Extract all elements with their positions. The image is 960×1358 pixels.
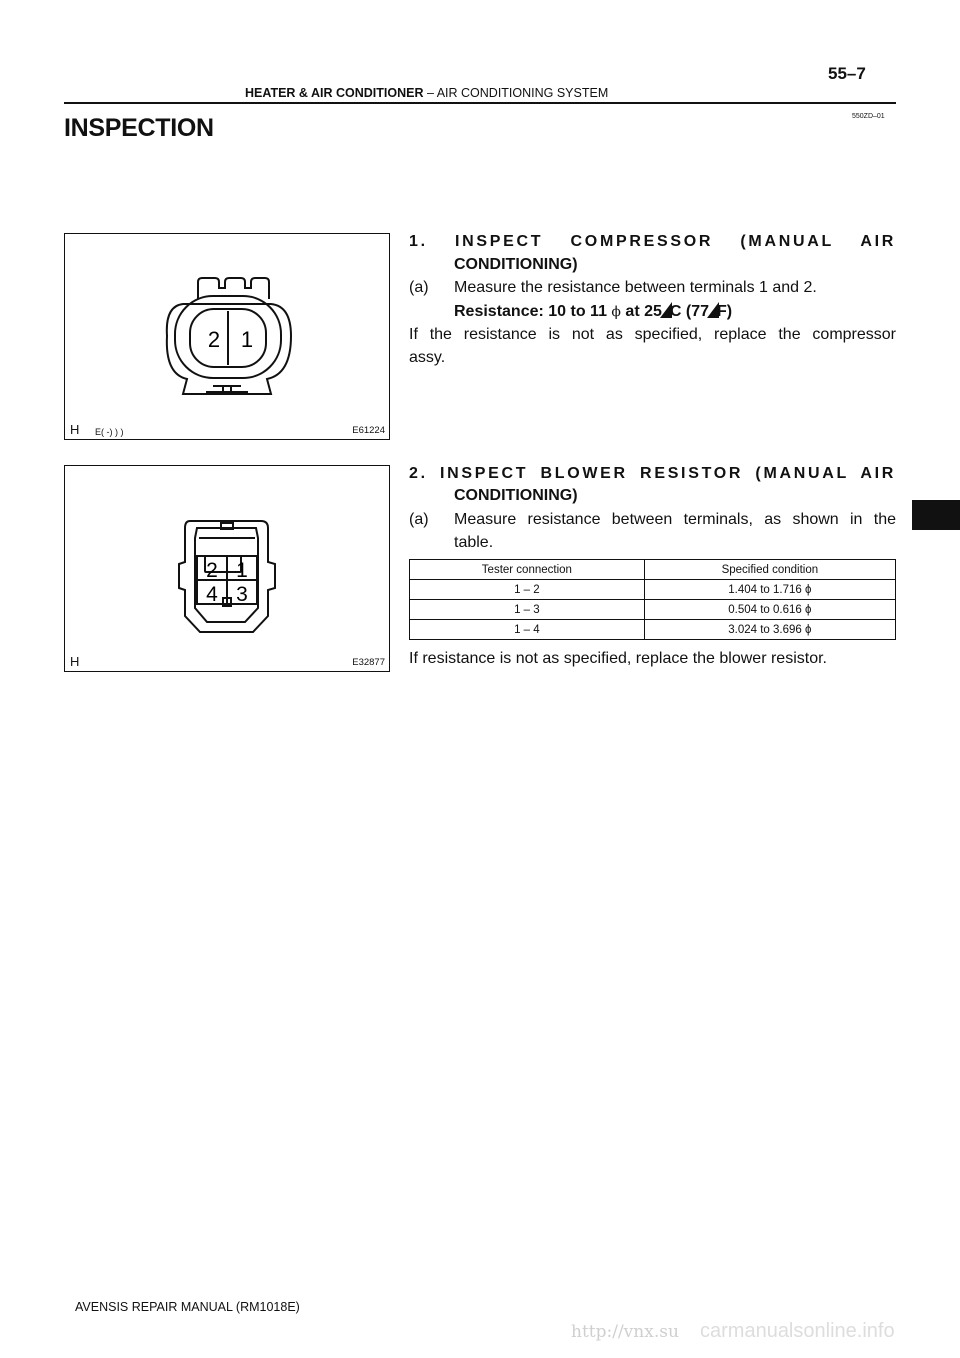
terminal-1-label: 1	[236, 559, 248, 582]
step-2-sub-label: (a)	[409, 511, 429, 528]
header-rule	[64, 102, 896, 104]
section-header	[245, 86, 608, 100]
step-2-note: If resistance is not as specified, replace the blower resistor.	[409, 650, 827, 667]
table-header-row	[410, 560, 896, 580]
section-separator: –	[423, 86, 437, 100]
section-subtitle: AIR CONDITIONING SYSTEM	[436, 86, 609, 100]
section-title: HEATER & AIR CONDITIONER	[245, 86, 424, 100]
step-2-sub-text-line1	[454, 511, 896, 529]
table-row	[410, 580, 896, 600]
figure-mark: H	[70, 654, 80, 669]
page-number: 55–7	[828, 64, 866, 83]
step-1-sub-label: (a)	[409, 279, 429, 296]
specified-condition-cell: 0.504 to 0.616 ϕ	[644, 600, 895, 620]
figure-code: E61224	[352, 425, 385, 436]
resistance-spec-table	[409, 559, 896, 640]
blower-resistor-connector-drawing	[65, 466, 391, 673]
step-1-spec	[454, 302, 732, 321]
figure-blower-resistor-connector	[64, 465, 390, 672]
compressor-connector-drawing	[65, 234, 391, 441]
specified-condition-cell: 1.404 to 1.716 ϕ	[644, 580, 895, 600]
manual-footer: AVENSIS REPAIR MANUAL (RM1018E)	[75, 1300, 300, 1314]
column-header-specified-condition: Specified condition	[644, 560, 895, 580]
table-row	[410, 600, 896, 620]
terminal-2-label: 2	[207, 327, 221, 352]
terminal-4-label: 4	[206, 583, 218, 606]
terminal-2-label: 2	[206, 559, 218, 582]
figure-submark: E( -) ) )	[95, 427, 124, 437]
specified-condition-cell: 3.024 to 3.696 ϕ	[644, 620, 895, 640]
tester-connection-cell: 1 – 3	[410, 600, 645, 620]
spec-part-b: at 25	[620, 303, 662, 320]
step-1-note-line2: assy.	[409, 349, 446, 366]
step-1-note-line1	[409, 326, 896, 344]
figure-code: E32877	[352, 657, 385, 668]
tester-connection-cell: 1 – 4	[410, 620, 645, 640]
table-row	[410, 620, 896, 640]
spec-part-a: Resistance: 10 to 11	[454, 303, 612, 320]
step-1-note-text: If the resistance is not as specified, replace the compressor	[409, 326, 896, 343]
spec-part-c: C (77	[669, 303, 710, 320]
page-title: INSPECTION	[64, 114, 214, 142]
step-1-heading-line1: 1. INSPECT COMPRESSOR (MANUAL AIR	[409, 233, 896, 250]
step-2-heading	[409, 465, 896, 483]
spec-part-d: F)	[717, 303, 733, 320]
section-tab-marker	[912, 500, 960, 530]
ohm-symbol: ϕ	[611, 304, 621, 320]
watermark-link[interactable]: http://vnx.su	[571, 1322, 679, 1342]
terminal-1-label: 1	[240, 327, 254, 352]
step-1-sub-text: Measure the resistance between terminals 1 and 2.	[454, 279, 817, 296]
document-id: 550ZD–01	[852, 113, 885, 120]
step-2-heading-line1: 2. INSPECT BLOWER RESISTOR (MANUAL AIR	[409, 465, 896, 482]
step-2-heading-line2: CONDITIONING)	[454, 487, 578, 504]
step-1-heading-line2: CONDITIONING)	[454, 256, 578, 273]
step-2-sub-text-line2: table.	[454, 534, 494, 551]
figure-compressor-connector	[64, 233, 390, 440]
tester-connection-cell: 1 – 2	[410, 580, 645, 600]
figure-mark: H	[70, 422, 80, 437]
step-1-heading	[409, 233, 896, 251]
watermark-site: carmanualsonline.info	[700, 1320, 895, 1342]
terminal-3-label: 3	[236, 583, 248, 606]
column-header-tester-connection: Tester connection	[410, 560, 645, 580]
step-2-sub-text: Measure resistance between terminals, as shown in the	[454, 511, 896, 528]
